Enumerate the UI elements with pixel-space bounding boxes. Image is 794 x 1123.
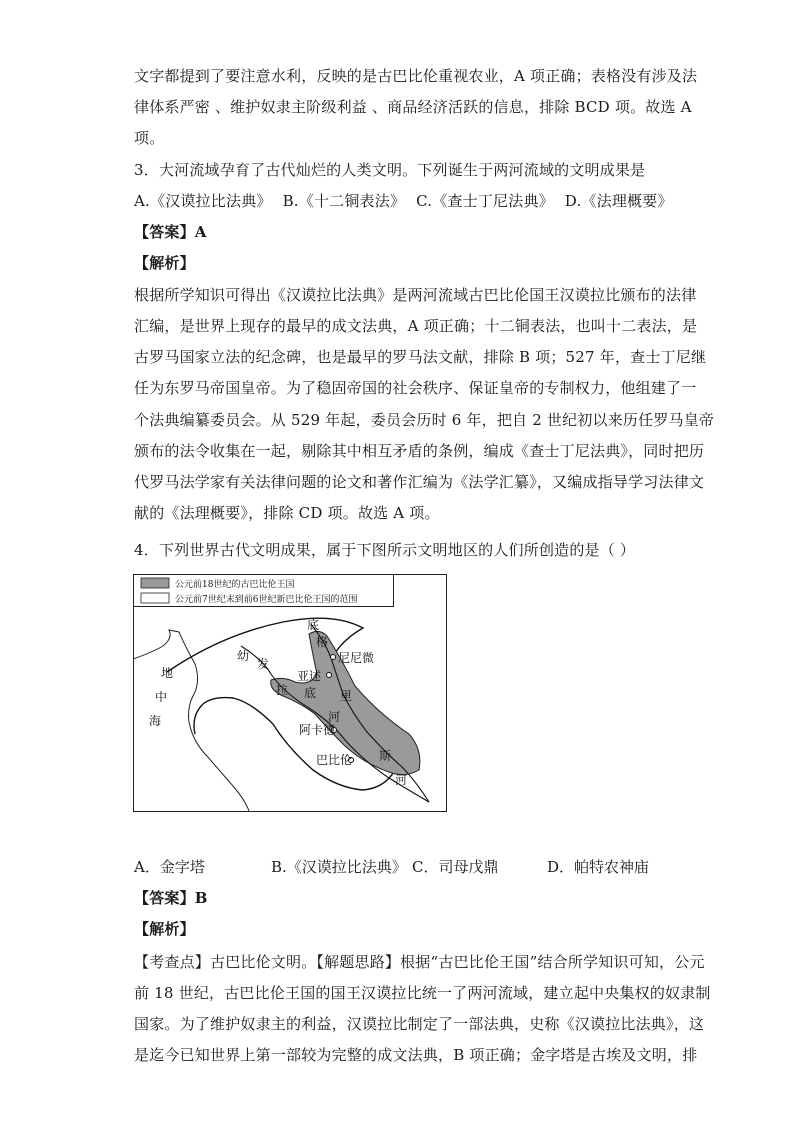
legend-swatch-outline [141,593,169,603]
q4-option-c: C．司母戊鼎 [412,858,499,876]
city-label-nineveh: 尼尼微 [338,651,375,665]
q3-answer-label: 【答案】A [134,223,207,241]
sea-label: 海 [149,714,162,728]
q4-analysis-label: 【解析】 [134,920,195,938]
sea-label: 中 [155,690,168,704]
tigris-label: 格 [316,635,329,649]
q3-analysis-line: 根据所学知识可得出《汉谟拉比法典》是两河流域古巴比伦国王汉谟拉比颁布的法律 [134,286,697,304]
map-legend [134,575,394,607]
q4-option-a: A．金字塔 [134,858,205,876]
intro-line-2: 律体系严密 、维护奴隶主阶级利益 、商品经济活跃的信息，排除 BCD 项。故选 A [134,98,692,116]
mesopotamia-map [133,574,447,812]
q3-analysis-line: 个法典编纂委员会。从 529 年起，委员会历时 6 年，把自 2 世纪初以来历任罗马皇帝 [134,411,715,429]
q4-analysis-line: 【考查点】古巴比伦文明。【解题思路】根据“古巴比伦王国”结合所学知识可知，公元 [134,953,705,971]
city-label-babylon: 巴比伦 [316,753,353,767]
euphrates-label: 发 [257,657,270,671]
q4-option-d: D．帕特农神庙 [547,858,650,876]
legend-swatch-fill [141,578,169,588]
legend-label-2: 公元前7世纪末到前6世纪新巴比伦王国的范围 [175,595,358,605]
tigris-label: 河 [395,773,408,787]
intro-line-3: 项。 [134,129,165,147]
q3-analysis-line: 颁布的法令收集在一起，剔除其中相互矛盾的条例，编成《查士丁尼法典》，同时把历 [134,442,705,460]
q3-analysis-line: 任为东罗马帝国皇帝。为了稳固帝国的社会秩序、保证皇帝的专制权力，他组建了一 [134,379,697,397]
q3-analysis-line: 古罗马国家立法的纪念碑，也是最早的罗马法文献，排除 B 项；527 年，查士丁尼继 [134,348,707,366]
tigris-label: 底 [307,618,320,632]
city-marker-assur [327,673,332,678]
q4-analysis-line: 是迄今已知世界上第一部较为完整的成文法典，B 项正确；金字塔是古埃及文明，排 [134,1046,698,1064]
q4-answer-label: 【答案】B [134,889,208,907]
euphrates-label: 底 [304,686,317,700]
city-label-akkad: 阿卡德 [299,723,336,737]
euphrates-label: 幼 [237,649,250,663]
sea-label: 地 [161,666,174,680]
q4-analysis-line: 前 18 世纪，古巴比伦王国的国王汉谟拉比统一了两河流域，建立起中央集权的奴隶制 [134,984,711,1002]
euphrates-label: 河 [328,710,341,724]
legend-label-1: 公元前18世纪的古巴比伦王国 [175,580,295,590]
city-label-assur: 亚述 [297,669,322,683]
q3-analysis-line: 献的《法理概要》，排除 CD 项。故选 A 项。 [134,504,440,522]
q4-option-b: B.《汉谟拉比法典》 [271,858,407,876]
tigris-label: 斯 [379,749,392,763]
q3-analysis-line: 代罗马法学家有关法律问题的论文和著作汇编为《法学汇纂》，又编成指导学习法律文 [134,473,705,491]
q3-stem: 3．大河流域孕育了古代灿烂的人类文明。下列诞生于两河流域的文明成果是 [134,161,646,179]
q3-options: A.《汉谟拉比法典》 B.《十二铜表法》 C.《查士丁尼法典》 D.《法理概要》 [134,192,673,210]
q4-stem: 4．下列世界古代文明成果，属于下图所示文明地区的人们所创造的是（ ） [134,541,636,559]
tigris-label: 里 [340,689,353,703]
city-marker-nineveh [331,655,336,660]
euphrates-label: 拉 [276,683,289,697]
q4-analysis-line: 国家。为了维护奴隶主的利益，汉谟拉比制定了一部法典，史称《汉谟拉比法典》，这 [134,1015,705,1033]
q3-analysis-line: 汇编，是世界上现存的最早的成文法典，A 项正确；十二铜表法，也叫十二表法，是 [134,317,698,335]
intro-line-1: 文字都提到了要注意水利，反映的是古巴比伦重视农业，A 项正确；表格没有涉及法 [134,67,698,85]
q3-analysis-label: 【解析】 [134,254,195,272]
